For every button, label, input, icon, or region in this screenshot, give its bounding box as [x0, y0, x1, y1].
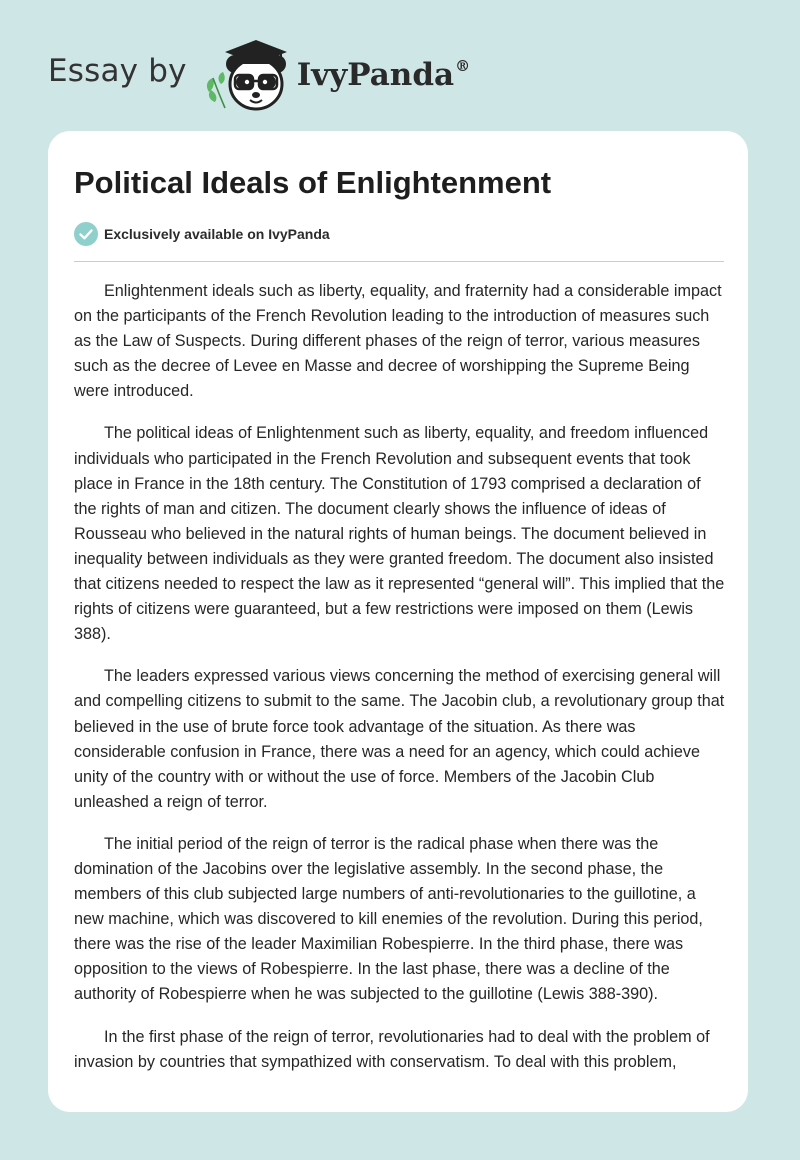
panda-logo-icon[interactable]: [201, 34, 293, 114]
check-icon: [74, 222, 98, 246]
title-divider: [74, 261, 724, 262]
paragraph: The initial period of the reign of terror is the radical phase when there was the domination of the Jacobins over the legislative assembly. In the second phase, the members of this club subjected large numbers of anti-revolutionaries to the guillotine, a new machine, which was discovered to kill enemies of the revolution. During this period, there was the rise of the leader Maximilian Robespierre. In the third phase, there was opposition to the views of Robespierre. In the last phase, there was a decline of the authority of Robespierre when he was subjected to the guillotine (Lewis 388-390).: [74, 834, 703, 1004]
exclusive-badge: [74, 222, 330, 246]
essay-card: [48, 131, 748, 1112]
brand-name[interactable]: IvyPanda®: [296, 57, 471, 93]
paragraph: In the first phase of the reign of terror, revolutionaries had to deal with the problem of invasion by countries that sympathized with conservatism. To deal with this problem,: [74, 1027, 710, 1071]
essay-body: [74, 279, 726, 1092]
paragraph: The political ideas of Enlightenment such as liberty, equality, and freedom influenced individuals who participated in the French Revolution and subsequent events that took place in France in the 18th century. The Constitution of 1793 comprised a declaration of the rights of man and citizen. The document clearly shows the influence of ideas of Rousseau who believed in the natural rights of human beings. The document believed in inequality between individuals as they were granted freedom. The document also insisted that citizens needed to respect the law as it represented “general will”. This implied that the rights of citizens were guaranteed, but a few restrictions were imposed on them (Lewis 388).: [74, 424, 725, 644]
paragraph: The leaders expressed various views concerning the method of exercising general will and compelling citizens to submit to the same. The Jacobin club, a revolutionary group that believed in the use of brute force took advantage of the situation. As there was considerable confusion in France, there was a need for an agency, which could achieve unity of the country with or without the use of force. Members of the Jacobin Club unleashed a reign of terror.: [74, 667, 725, 811]
paragraph: Enlightenment ideals such as liberty, equality, and fraternity had a considerable impact on the participants of the French Revolution leading to the introduction of measures such as the Law of Suspects. During different phases of the reign of terror, various measures such as the decree of Levee en Masse and decree of worshipping the Supreme Being were introduced.: [74, 282, 722, 401]
page-title: Political Ideals of Enlightenment: [74, 165, 552, 200]
exclusive-badge-label: Exclusively available on IvyPanda: [104, 226, 330, 242]
site-header: [48, 34, 508, 114]
essay-by-label: Essay by: [48, 53, 187, 89]
registered-mark: ®: [455, 57, 471, 75]
